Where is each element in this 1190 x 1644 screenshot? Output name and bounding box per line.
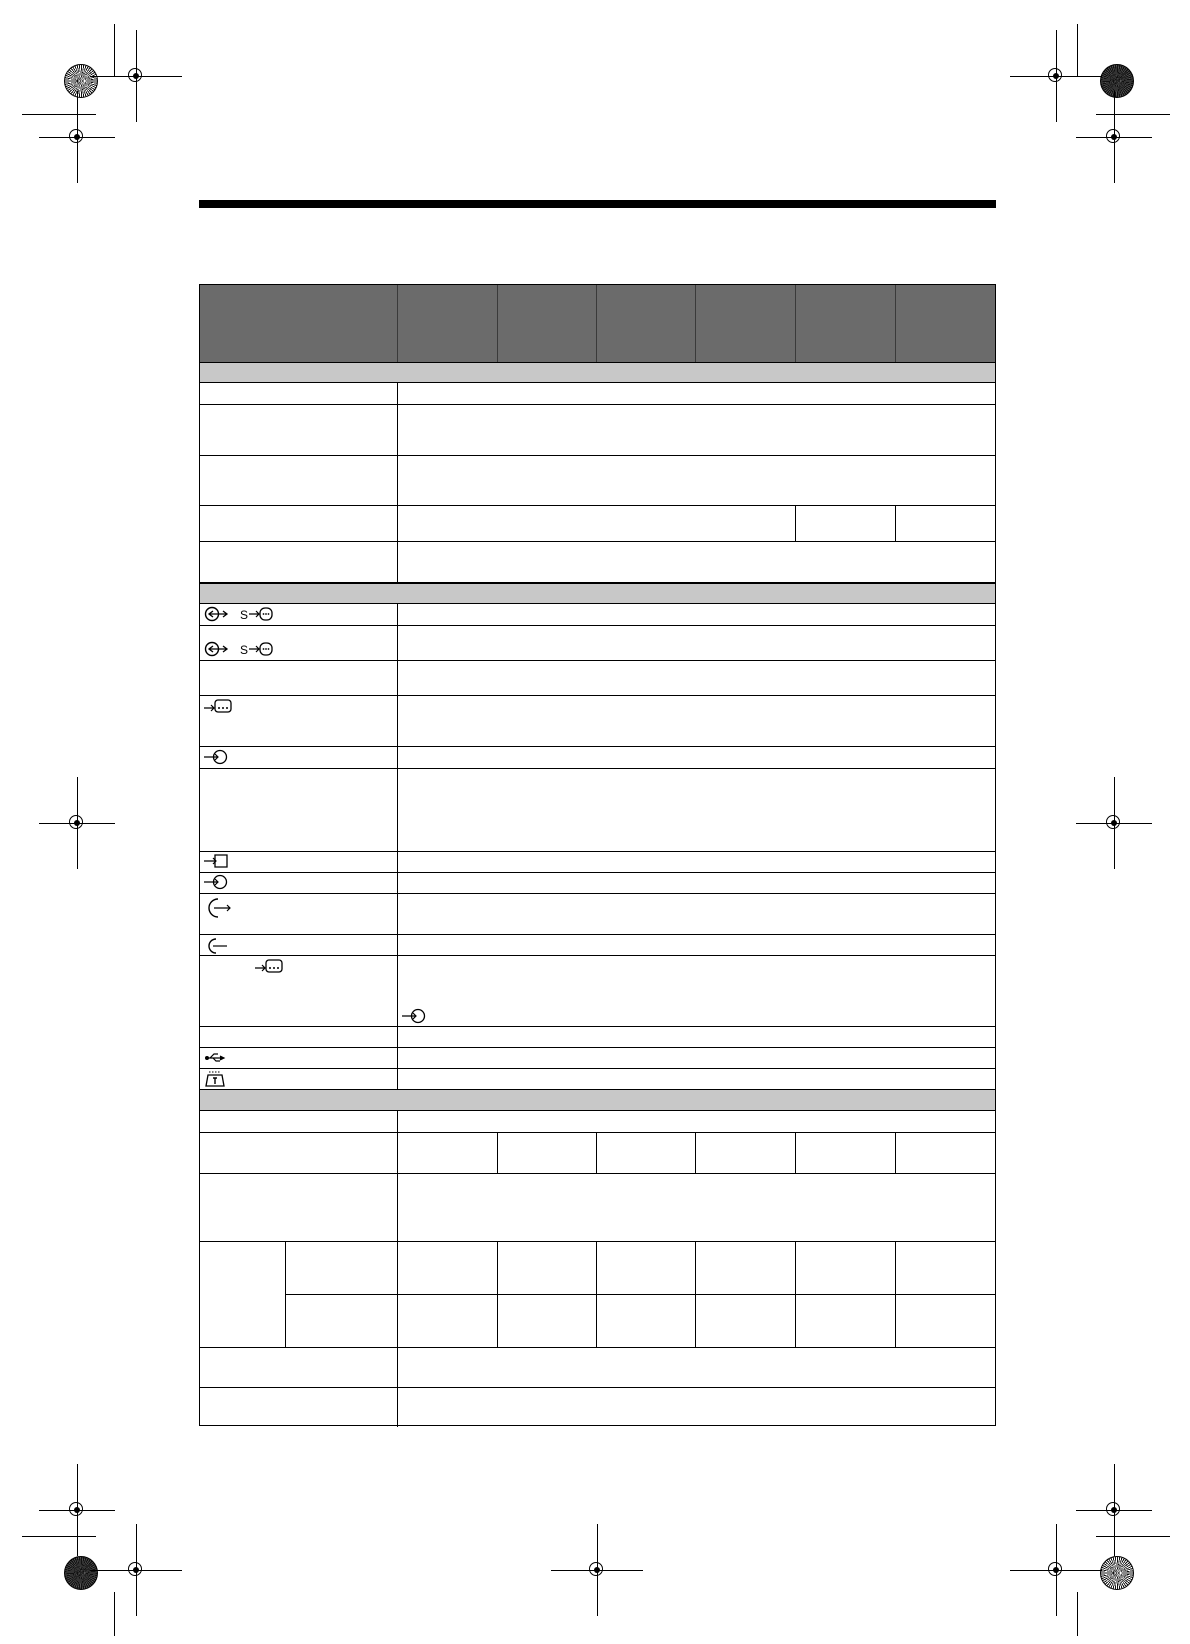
header-divider xyxy=(397,285,398,362)
registration-wheel-top-left xyxy=(64,64,98,98)
column-rule xyxy=(497,1241,498,1347)
column-rule xyxy=(795,1132,796,1173)
section-band xyxy=(200,362,995,382)
header-divider xyxy=(895,285,896,362)
column-rule xyxy=(795,505,796,541)
registration-mark xyxy=(77,1510,78,1511)
row-rule xyxy=(200,872,995,873)
registration-wheel-bottom-right xyxy=(1100,1556,1134,1590)
common-interface-icon xyxy=(204,1070,230,1088)
registration-mark xyxy=(1114,823,1115,824)
audio-out-icon xyxy=(204,896,232,920)
row-rule xyxy=(200,768,995,769)
registration-mark xyxy=(77,137,78,138)
headphone-out-icon xyxy=(204,937,232,955)
label-column-rule xyxy=(397,603,398,1090)
registration-wheel-bottom-left xyxy=(64,1556,98,1590)
av-in-out-icon xyxy=(204,606,234,622)
row-rule xyxy=(200,893,995,894)
row-rule xyxy=(200,695,995,696)
audio-in-icon xyxy=(204,874,230,890)
heading-rule xyxy=(199,200,996,208)
row-rule xyxy=(200,1173,995,1174)
row-rule xyxy=(200,851,995,852)
row-rule xyxy=(200,660,995,661)
column-rule xyxy=(695,1241,696,1347)
crop-line xyxy=(22,1536,96,1537)
row-rule xyxy=(200,625,995,626)
header-divider xyxy=(596,285,597,362)
column-rule xyxy=(695,1132,696,1173)
registration-mark xyxy=(136,76,137,77)
column-rule xyxy=(497,1132,498,1173)
header-divider xyxy=(795,285,796,362)
svg-text:S: S xyxy=(240,608,249,622)
registration-mark xyxy=(1056,76,1057,77)
row-rule xyxy=(200,1347,995,1348)
registration-mark xyxy=(1056,1570,1057,1571)
crop-line xyxy=(22,114,96,115)
row-rule xyxy=(200,505,995,506)
row-rule xyxy=(200,1026,995,1027)
registration-wheel-top-right xyxy=(1100,64,1134,98)
crop-line xyxy=(1096,1536,1170,1537)
svg-text:S: S xyxy=(240,643,249,657)
registration-mark xyxy=(1114,137,1115,138)
component-in-icon xyxy=(255,958,285,974)
label-column-rule xyxy=(397,382,398,583)
registration-mark xyxy=(597,1570,598,1571)
registration-mark xyxy=(77,823,78,824)
section-band xyxy=(200,583,995,603)
column-rule xyxy=(895,1241,896,1347)
row-rule xyxy=(200,1387,995,1388)
row-rule xyxy=(200,603,995,604)
row-rule xyxy=(200,1241,995,1242)
row-rule xyxy=(200,1047,995,1048)
row-rule xyxy=(200,746,995,747)
crop-line xyxy=(1077,24,1078,76)
row-rule xyxy=(200,455,995,456)
label-column-rule xyxy=(397,1110,398,1427)
specification-table xyxy=(199,284,996,1426)
row-rule xyxy=(200,582,995,584)
crop-line xyxy=(1096,114,1170,115)
row-rule xyxy=(200,955,995,956)
audio-in-icon xyxy=(204,749,230,765)
header-divider xyxy=(695,285,696,362)
hdmi-in-icon xyxy=(204,853,230,869)
row-rule xyxy=(200,934,995,935)
registration-mark xyxy=(1114,1510,1115,1511)
registration-mark xyxy=(136,1570,137,1571)
row-rule xyxy=(200,1110,995,1111)
header-divider xyxy=(497,285,498,362)
column-rule xyxy=(795,1241,796,1347)
section-band xyxy=(200,1090,995,1110)
column-rule xyxy=(596,1241,597,1347)
row-rule xyxy=(200,541,995,542)
s-video-icon xyxy=(240,606,276,622)
audio-in-icon xyxy=(402,1008,428,1024)
table-header-row xyxy=(200,285,995,362)
av-in-out-icon xyxy=(204,641,234,657)
crop-line xyxy=(114,24,115,76)
s-video-icon xyxy=(240,641,276,657)
column-rule xyxy=(596,1132,597,1173)
row-rule xyxy=(200,1089,995,1090)
row-rule xyxy=(200,362,995,363)
column-rule xyxy=(895,1132,896,1173)
crop-line xyxy=(114,1592,115,1636)
row-rule xyxy=(200,1068,995,1069)
sub-label-rule xyxy=(285,1241,286,1347)
row-rule xyxy=(200,382,995,383)
row-rule xyxy=(200,404,995,405)
usb-icon xyxy=(204,1050,230,1066)
component-in-icon xyxy=(204,698,234,714)
column-rule xyxy=(895,505,896,541)
row-rule xyxy=(285,1294,995,1295)
crop-line xyxy=(1077,1592,1078,1636)
row-rule xyxy=(200,1132,995,1133)
